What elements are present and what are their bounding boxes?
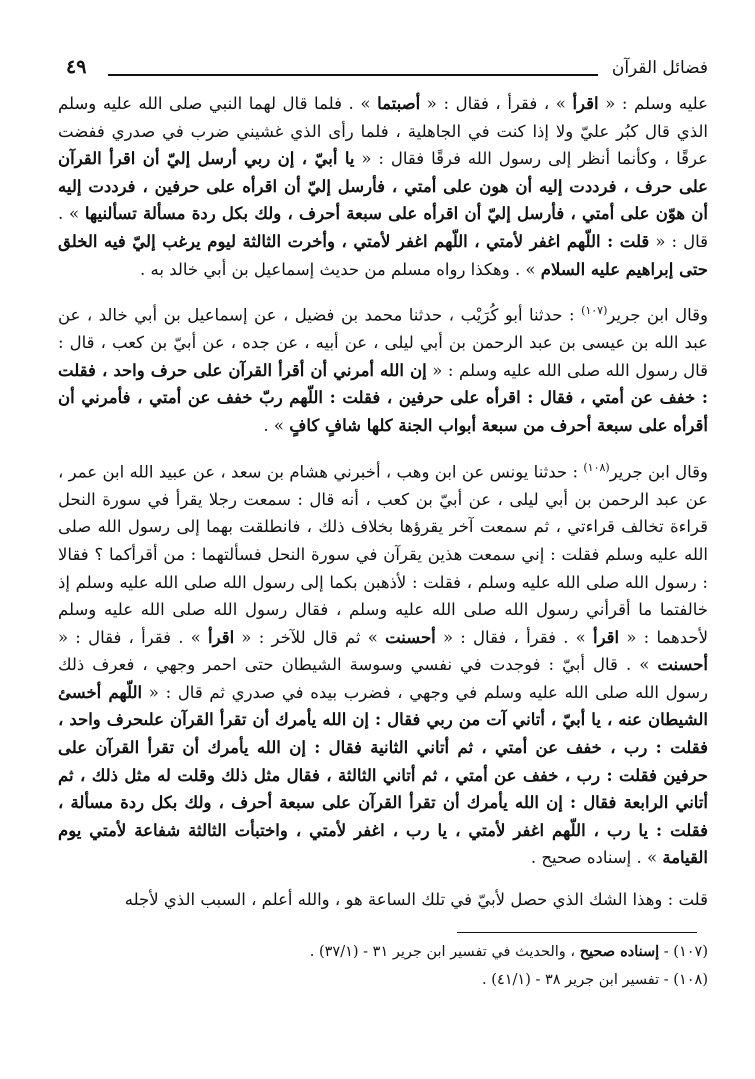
hadith-quote: اقرأ	[592, 627, 620, 647]
text-run: » ثم قال للآخر : «	[234, 627, 386, 647]
hadith-quote: يا أبيّ ، إن ربي أرسل إليّ أن اقرأ القرآن على حرف ، فرددت إليه أن هون على أمتي ، فأرسل إليّ أن اقرأه على حرفين ، فرددت إليه أن هوّن على أمتي ، فأرسل إليّ أن اقرأه على سبعة أحرف ، ولك بكل ردة مسألة تسألنيها	[58, 149, 708, 224]
text-run: عليه وسلم : «	[598, 94, 708, 113]
paragraph-4	[58, 886, 708, 914]
text-run: وقال ابن جرير	[607, 305, 709, 325]
hadith-quote: اللّهم أخسئ الشيطان عنه ، يا أبيّ ، أتاني آت من ربي فقال : إن الله يأمرك أن تقرأ القرآن علىحرف واحد ، فقلت : رب ، خفف عن أمتي ، ثم أتاني الثانية فقال : إن الله يأمرك أن تقرأ القرآن على حرفين فقلت : رب ، خفف عن أمتي ، ثم أتاني الثالثة ، فقال مثل ذلك وقلت له مثل ذلك ، ثم أتاني الرابعة فقال : إن الله يأمرك أن تقرأ القرآن على سبعة أحرف ، ولك بكل ردة مسألة ، فقلت : يا رب ، اللّهم اغفر لأمتي ، يا رب ، اغفر لأمتي ، واختبأت الثالثة شفاعة لأمتي يوم القيامة	[58, 682, 708, 868]
hadith-quote: أحسنت	[657, 655, 708, 675]
text-run: » . قال أبيّ : فوجدت في نفسي وسوسة الشيطان حتى احمر وجهي ، فعرف ذلك رسول الله صلى الله عليه وسلم في وجهي ، فضرب بيده في صدري ثم قال : «	[58, 655, 708, 702]
footnote-108	[58, 966, 708, 994]
footnote-number: (١٠٨) -	[659, 972, 708, 988]
paragraph-2	[58, 297, 708, 439]
hadith-quote: أحسنت	[385, 627, 436, 647]
footnote-ref: (١٠٨)	[583, 460, 610, 474]
text-run: قلت : وهذا الشك الذي حصل لأبيّ في تلك الساعة هو ، والله أعلم ، السبب الذي لأجله	[124, 890, 708, 910]
paragraph-3	[58, 454, 708, 872]
text-run: : حدثنا يونس عن ابن وهب ، أخبرني هشام بن سعد ، عن عبيد الله ابن عمر ، عن عبد الرحمن بن أبي ليلى ، عن أبيّ بن كعب ، أنه قال : سمعت رجلا يقرأ في سورة النحل قراءة تخالف قراءتي ، ثم سمعت آخر يقرؤها بخلاف ذلك ، فانطلقت بهما إلى رسول الله صلى الله عليه وسلم فقلت : إني سمعت هذين يقرآن في سورة النحل فسألتهما : من أقرأكما ؟ فقالا : رسول الله صلى الله عليه وسلم ، فقلت : لأذهبن بكما إلى رسول الله صلى الله عليه وسلم إذ خالفتما ما أقرأني رسول الله صلى الله عليه وسلم ، فقال رسول الله صلى الله عليه وسلم لأحدهما : «	[58, 462, 708, 647]
page-header	[58, 56, 708, 88]
text-run: » . فقرأ ، فقال : «	[435, 627, 593, 647]
text-run: : حدثنا أبو كُرَيْب ، حدثنا محمد بن فضيل ، عن إسماعيل بن أبي خالد ، عن عبد الله بن عيسى بن عبد الرحمن بن أبي ليلى ، عن أبيه ، عن جده ، عن أبيّ بن كعب ، قال : قال رسول الله صلى الله عليه وسلم : «	[58, 305, 708, 380]
header-rule	[108, 74, 598, 76]
footnote-ref: (١٠٧)	[581, 304, 608, 318]
text-run: » . فقرأ ، فقال : «	[58, 627, 208, 647]
hadith-quote: اقرأ	[208, 627, 235, 647]
footnote-text: تفسير ابن جرير ٣٨ - (٤١/١) .	[482, 972, 660, 988]
hadith-quote: قلت : اللّهم اغفر لأمتي ، اللّهم اغفر لأمتي ، وأخرت الثالثة ليوم يرغب إليّ فيه الخلق حتى إبراهيم عليه السلام	[58, 231, 708, 279]
footnote-bold: إسناده صحيح	[579, 943, 660, 960]
text-run: وقال ابن جرير	[609, 462, 708, 482]
footnote-107	[58, 938, 708, 966]
footnotes	[58, 938, 708, 994]
text-run: » .	[263, 416, 290, 436]
hadith-quote: اقرأ	[572, 94, 599, 113]
footnote-separator	[457, 932, 697, 933]
text-run: » . قال : «	[58, 204, 708, 251]
page-number: ٤٩	[66, 56, 87, 78]
footnote-number: (١٠٧) -	[659, 944, 708, 960]
paragraph-1	[58, 90, 708, 283]
text-run: » . فلما قال لهما النبي صلى الله عليه وسلم الذي قال كبُر عليّ ولا إذا كنت في الجاهلية ، فلما رأى الذي غشيني ضرب في صدري ففضت عرقًا ، وكأنما أنظر إلى رسول الله فرقًا فقال : «	[58, 94, 708, 169]
footnote-text: ، والحديث في تفسير ابن جرير ٣١ - (٣٧/١) .	[309, 944, 580, 960]
text-run: » . إسناده صحيح .	[530, 848, 663, 868]
hadith-quote: أصبتما	[377, 94, 421, 113]
text-run: » ، فقرأ ، فقال : «	[420, 94, 573, 113]
hadith-quote: إن الله أمرني أن أقرأ القرآن على حرف واحد ، فقلت : خفف عن أمتي ، فقال : اقرأه على حرفين ، فقلت : اللّهم ربّ خفف عن أمتي ، فأمرني أن أقرأه على سبعة أحرف من سبعة أبواب الجنة كلها شافٍ كافٍ	[58, 360, 708, 436]
running-title: فضائل القرآن	[611, 58, 708, 78]
main-text	[58, 90, 708, 928]
text-run: » . وهكذا رواه مسلم من حديث إسماعيل بن أبي خالد به .	[140, 259, 541, 279]
